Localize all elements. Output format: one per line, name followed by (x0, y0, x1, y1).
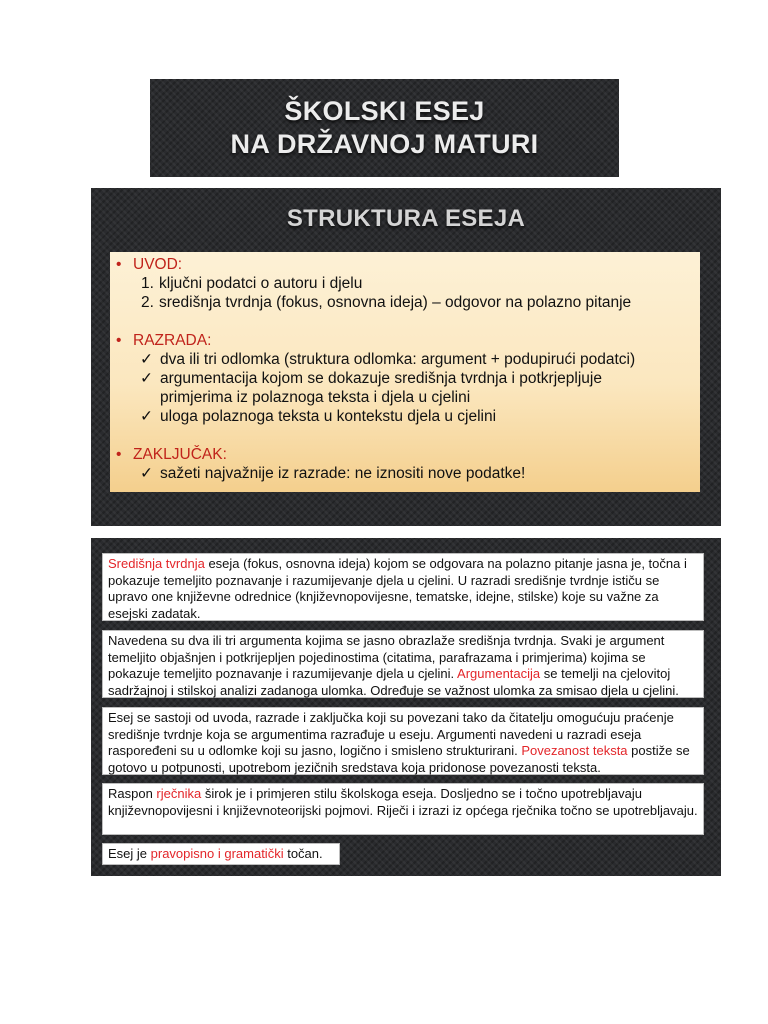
bullet-icon: • (116, 446, 122, 463)
checkmark-icon: ✓ (140, 465, 153, 482)
criterion-text: točan. (283, 846, 323, 861)
bullet-icon: • (116, 256, 122, 273)
criterion-text: Esej je (108, 846, 151, 861)
criterion-box-cohesion (102, 707, 704, 775)
title-line-1: ŠKOLSKI ESEJ (284, 96, 485, 126)
criterion-text: Esej se sastoji od uvoda, razrade i zaključka koji su povezani tako da čitatelju omogućuju praćenje središnje tvrdnje koja se argumentima razrađuje u eseju. Argumenti navedeni u razradi eseja raspoređeni su u odlomke koji su jasno, logično i smisleno strukturirani. (108, 710, 674, 758)
criteria-slide (91, 538, 721, 876)
bullet-icon: • (116, 332, 122, 349)
section-uvod-label: UVOD: (133, 256, 183, 273)
structure-slide (91, 188, 721, 526)
list-item (110, 369, 700, 388)
section-uvod-heading (110, 255, 700, 274)
criterion-box-grammar (102, 843, 340, 865)
structure-box (110, 252, 700, 492)
criterion-box-vocabulary (102, 783, 704, 835)
criterion-highlight: pravopisno i gramatički (150, 846, 284, 861)
criterion-text: se temelji na cjelovitoj sadržajnoj i stilskoj analizi zadanoga ulomka. Određuje se važnost ulomka za smisao djela u cjelini. (108, 666, 679, 698)
criterion-highlight: Argumentacija (457, 666, 541, 681)
criterion-text: širok je i primjeren stilu školskoga eseja. Dosljedno se i točno upotrebljavaju književnopovijesni i književnoteorijski pojmovi. Riječi i izrazi iz općega rječnika točno se upotrebljavaju. (108, 786, 698, 818)
item-text: primjerima iz polaznoga teksta i djela u cjelini (160, 389, 471, 406)
structure-heading: STRUKTURA ESEJA (286, 205, 526, 232)
section-zakljucak-label: ZAKLJUČAK: (133, 446, 227, 463)
checkmark-icon: ✓ (140, 408, 153, 425)
list-item (110, 464, 700, 483)
item-text: sažeti najvažnije iz razrade: ne iznositi nove podatke! (160, 465, 526, 482)
list-item (110, 274, 700, 293)
list-item-continuation (110, 388, 700, 407)
item-text: dva ili tri odlomka (struktura odlomka: argument + podupirući podatci) (160, 351, 636, 368)
criterion-highlight: rječnika (156, 786, 202, 801)
criterion-highlight: Povezanost teksta (521, 743, 628, 758)
item-number: 1. (141, 275, 154, 292)
item-text: središnja tvrdnja (fokus, osnovna ideja) – odgovor na polazno pitanje (159, 294, 632, 311)
list-item (110, 407, 700, 426)
section-razrada-heading (110, 331, 700, 350)
criterion-highlight: Središnja tvrdnja (108, 556, 205, 571)
criterion-text: eseja (fokus, osnovna ideja) kojom se odgovara na polazno pitanje jasna je, točna i pokazuje temeljito poznavanje i razumijevanje djela u cjelini. U razradi središnje tvrdnje ističu se upravo one književne odrednice (književnopovijesne, tematske, idejne, stilske) koje su važne za esejski zadatak. (108, 556, 687, 621)
section-zakljucak-heading (110, 445, 700, 464)
list-item (110, 350, 700, 369)
title-slide (150, 79, 619, 177)
criterion-box-thesis (102, 553, 704, 621)
list-item (110, 293, 700, 312)
criterion-text: Raspon (108, 786, 157, 801)
checkmark-icon: ✓ (140, 351, 153, 368)
title-line-2: NA DRŽAVNOJ MATURI (230, 129, 539, 159)
criterion-text: Navedena su dva ili tri argumenta kojima se jasno obrazlaže središnja tvrdnja. Svaki je argument temeljito objašnjen i potkrijepljen pojedinostima (citatima, parafrazama i primjerima) kojima se pokazuje temeljito poznavanje i razumijevanje djela u cjelini. (108, 633, 665, 681)
item-text: ključni podatci o autoru i djelu (159, 275, 363, 292)
item-text: argumentacija kojom se dokazuje središnja tvrdnja i potkrjepljuje (160, 370, 602, 387)
criterion-text: postiže se gotovo u potpunosti, upotrebom jezičnih sredstava koja pridonose povezanosti teksta. (108, 743, 690, 775)
checkmark-icon: ✓ (140, 370, 153, 387)
item-text: uloga polaznoga teksta u kontekstu djela u cjelini (160, 408, 497, 425)
section-razrada-label: RAZRADA: (133, 332, 212, 349)
criterion-box-argumentation (102, 630, 704, 698)
item-number: 2. (141, 294, 154, 311)
